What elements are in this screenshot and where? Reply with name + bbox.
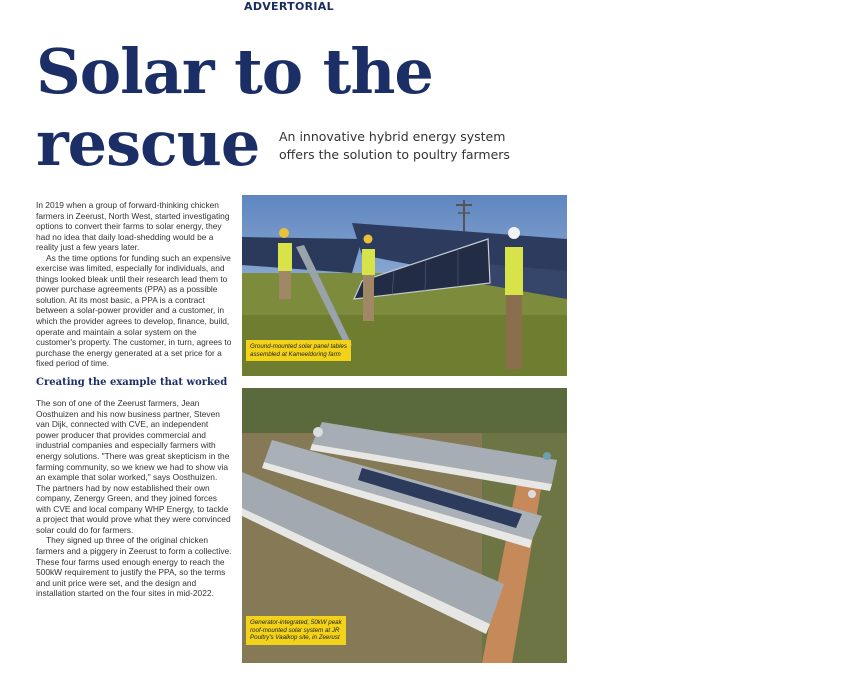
photo-2-caption-line-2: roof-mounted solar system at JR xyxy=(250,626,340,634)
section-label: ADVERTORIAL xyxy=(244,0,334,13)
photo-2-caption-line-3: Poultry's Vaalkop site, in Zeerust xyxy=(250,634,340,642)
aerial-poultry-photo xyxy=(242,388,567,663)
section-subheading: Creating the example that worked xyxy=(36,376,228,388)
paragraph-3: The son of one of the Zeerust farmers, Jean Oosthuizen and his now business partner, Steven van Dijk, connected with CVE, an independent power producer that provides commercial and industrial companies and especially farmers with energy solutions. "There was great skepticism in the farming community, so we knew we had to show via an example that solar worked," says Oosthuizen. The partners had by now established their own company, Zenergy Green, and they joined forces with CVE and local company WHP Energy, to tackle a project that would prove what they were convinced solar could do for farmers. xyxy=(36,398,231,535)
photo-2-caption xyxy=(246,616,346,645)
subheadline-line-1: An innovative hybrid energy system xyxy=(279,129,506,144)
subheadline xyxy=(279,128,539,164)
article-body xyxy=(36,200,232,599)
headline-line-1: Solar to the xyxy=(36,35,433,108)
photo-2-caption-line-1: Generator-integrated, 50kW peak xyxy=(250,619,342,626)
photo-1-caption-line-2: assembled at Kameeldoring farm xyxy=(250,350,341,358)
photo-1-caption-line-1: Ground-mounted solar panel tables xyxy=(250,343,347,350)
solar-panel-photo xyxy=(242,195,567,376)
paragraph-2: As the time options for funding such an expensive exercise was limited, especially for individuals, and things looked bleak until their research lead them to power purchase agreements (PPA) as a possible solution. At its most basic, a PPA is a contract between a solar-power provider and a customer, in which the provider agrees to develop, finance, build, operate and maintain a solar system on the customer's property. The customer, in turn, agrees to purchase the energy generated at a set price for a fixed period of time. xyxy=(36,252,232,369)
paragraph-4: They signed up three of the original chicken farmers and a piggery in Zeerust to form a collective. These four farms used enough energy to reach the 500kW requirement to justify the PPA, so the terms and unit price were set, and the design and installation started on the four sites in mid-2022. xyxy=(36,535,232,599)
subheadline-line-2: offers the solution to poultry farmers xyxy=(279,147,510,162)
paragraph-1: In 2019 when a group of forward-thinking chicken farmers in Zeerust, North West, started investigating options to convert their farms to solar energy, they had no idea that daily load-shedding would be a reality just a few years later. xyxy=(36,200,230,253)
photo-1-caption xyxy=(246,340,351,361)
headline-line-2: rescue xyxy=(36,107,260,180)
